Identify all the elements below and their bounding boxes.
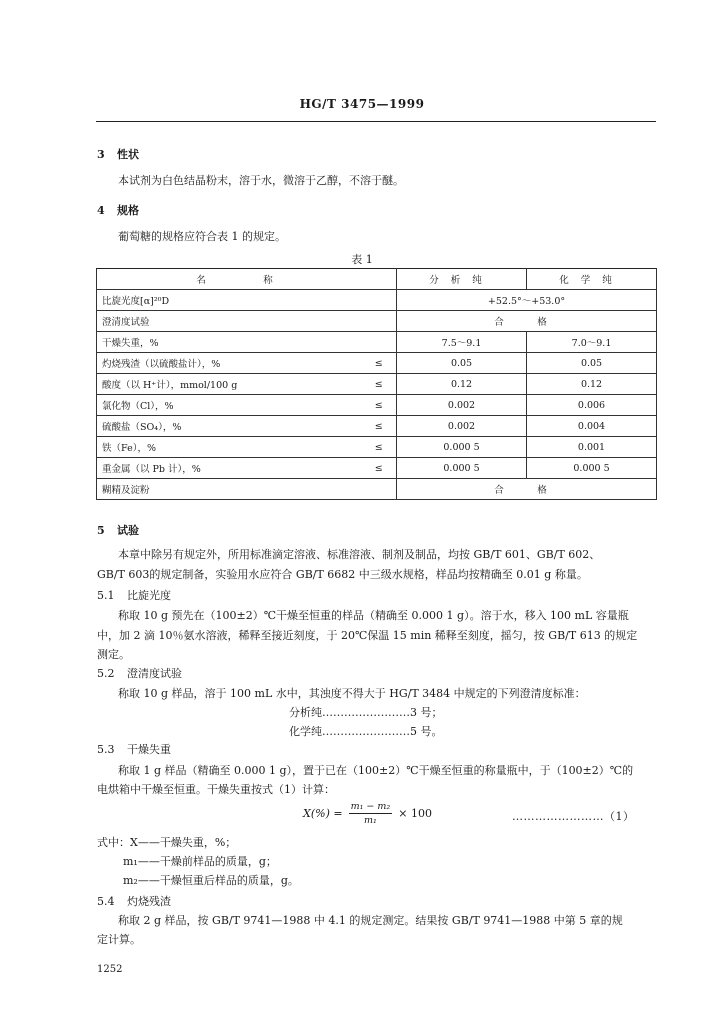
subsection-5-4-line-2: 定计算。 (97, 933, 141, 946)
subsection-5-2-heading (97, 665, 182, 681)
item-name: 糊精及淀粉 (97, 479, 362, 500)
subsection-5-4-line-1: 称取 2 g 样品，按 GB/T 9741—1988 中 4.1 的规定测定。结果按 GB/T 9741—1988 中第 5 章的规 (118, 914, 623, 927)
section-title: 规格 (117, 204, 139, 217)
value-cp: 7.0～9.1 (527, 332, 657, 353)
item-name: 重金属（以 Pb 计），% (97, 458, 362, 479)
value-cp: 0.12 (527, 374, 657, 395)
section-number: 3 (97, 148, 105, 161)
item-name: 灼烧残渣（以硫酸盐计），% (97, 353, 362, 374)
subsection-5-1-line-1: 称取 10 g 预先在（100±2）℃干燥至恒重的样品（精确至 0.000 1 g）。溶于水，移入 100 mL 容量瓶 (118, 609, 629, 622)
operator (362, 479, 397, 500)
table-row (97, 353, 657, 374)
value-cp: 0.05 (527, 353, 657, 374)
subsection-5-3-line-1: 称取 1 g 样品（精确至 0.000 1 g），置于已在（100±2）℃干燥至恒重的称量瓶中，于（100±2）℃的 (118, 764, 634, 777)
table-row (97, 416, 657, 437)
formula-legend-m1: m₁——干燥前样品的质量，g； (123, 855, 277, 868)
section-4-heading (97, 202, 139, 218)
spec-table (96, 268, 657, 500)
subsection-number: 5.3 (97, 743, 115, 756)
operator: ≤ (362, 416, 397, 437)
section-3-heading (97, 146, 139, 162)
item-name: 比旋光度[α]²⁰D (97, 290, 362, 311)
column-header-cp: 化学纯 (527, 269, 657, 290)
subsection-5-3-heading (97, 741, 171, 757)
subsection-5-1-line-3: 测定。 (97, 648, 130, 661)
table-header-row (97, 269, 657, 290)
table-row (97, 479, 657, 500)
clarity-standard-cp: 化学纯……………………5 号。 (289, 725, 443, 738)
section-title: 试验 (117, 524, 139, 537)
section-5-heading (97, 522, 139, 538)
formula-legend-m2: m₂——干燥恒重后样品的质量，g。 (123, 874, 299, 887)
operator: ≤ (362, 374, 397, 395)
section-number: 5 (97, 524, 105, 537)
value-ar: 0.002 (397, 416, 527, 437)
subsection-title: 比旋光度 (127, 589, 171, 602)
value-ar: 0.12 (397, 374, 527, 395)
value-cp: 0.006 (527, 395, 657, 416)
subsection-number: 5.2 (97, 667, 115, 680)
section-5-line-1: 本章中除另有规定外，所用标准滴定溶液、标准溶液、制剂及制品，均按 GB/T 601、GB/T 602、 (118, 548, 601, 561)
section-5-line-2: GB/T 603的规定制备，实验用水应符合 GB/T 6682 中三级水规格，样品均按精确至 0.01 g 称量。 (97, 568, 588, 581)
column-header-name: 名 称 (97, 269, 397, 290)
column-header-ar: 分析纯 (397, 269, 527, 290)
table-row (97, 458, 657, 479)
item-name: 氯化物（Cl），% (97, 395, 362, 416)
operator: ≤ (362, 458, 397, 479)
subsection-title: 澄清度试验 (127, 667, 182, 680)
value-cp: 0.004 (527, 416, 657, 437)
table-row (97, 395, 657, 416)
table-row (97, 437, 657, 458)
value-cp: 0.000 5 (527, 458, 657, 479)
standard-header: HG/T 3475—1999 (299, 97, 425, 111)
operator: ≤ (362, 395, 397, 416)
item-name: 澄清度试验 (97, 311, 362, 332)
equation-number: ……………………（1） (512, 810, 635, 823)
operator: ≤ (362, 437, 397, 458)
table-caption: 表 1 (351, 253, 373, 266)
operator: ≤ (362, 353, 397, 374)
merged-value: +52.5°～+53.0° (397, 290, 657, 311)
page-number: 1252 (97, 964, 123, 975)
value-ar: 0.05 (397, 353, 527, 374)
section-title: 性状 (117, 148, 139, 161)
merged-value: 合 格 (397, 311, 657, 332)
value-ar: 0.002 (397, 395, 527, 416)
table-row (97, 332, 657, 353)
item-name: 铁（Fe），% (97, 437, 362, 458)
formula-fraction (349, 801, 393, 826)
operator (362, 332, 397, 353)
drying-loss-formula (303, 801, 432, 826)
value-ar: 0.000 5 (397, 458, 527, 479)
section-number: 4 (97, 204, 105, 217)
table-row (97, 374, 657, 395)
operator (362, 311, 397, 332)
subsection-number: 5.4 (97, 895, 115, 908)
value-cp: 0.001 (527, 437, 657, 458)
table-row (97, 290, 657, 311)
section-3-text: 本试剂为白色结晶粉末，溶于水，微溶于乙醇，不溶于醚。 (118, 174, 404, 187)
value-ar: 7.5～9.1 (397, 332, 527, 353)
item-name: 硫酸盐（SO₄），% (97, 416, 362, 437)
formula-legend-x: 式中：X——干燥失重，%； (97, 836, 237, 849)
subsection-5-4-heading (97, 893, 171, 909)
formula-numerator: m₁ − m₂ (350, 801, 391, 812)
operator (362, 290, 397, 311)
header-rule (96, 121, 656, 122)
formula-lhs: X(%) = (303, 807, 343, 820)
subsection-title: 干燥失重 (127, 743, 171, 756)
subsection-5-1-heading (97, 587, 171, 603)
merged-value: 合 格 (397, 479, 657, 500)
formula-rhs: × 100 (398, 807, 432, 820)
subsection-5-2-line-1: 称取 10 g 样品，溶于 100 mL 水中，其浊度不得大于 HG/T 3484 中规定的下列澄清度标准： (118, 687, 586, 700)
subsection-title: 灼烧残渣 (127, 895, 171, 908)
item-name: 干燥失重，% (97, 332, 362, 353)
subsection-number: 5.1 (97, 589, 115, 602)
subsection-5-1-line-2: 中，加 2 滴 10％氨水溶液，稀释至接近刻度，于 20℃保温 15 min 稀释至刻度，摇匀，按 GB/T 613 的规定 (97, 629, 638, 642)
formula-denominator: m₁ (364, 815, 377, 826)
item-name: 酸度（以 H⁺计），mmol/100 g (97, 374, 362, 395)
table-row (97, 311, 657, 332)
value-ar: 0.000 5 (397, 437, 527, 458)
section-4-text: 葡萄糖的规格应符合表 1 的规定。 (118, 230, 286, 243)
subsection-5-3-line-2: 电烘箱中干燥至恒重。干燥失重按式（1）计算： (97, 783, 335, 796)
clarity-standard-ar: 分析纯……………………3 号； (289, 706, 443, 719)
